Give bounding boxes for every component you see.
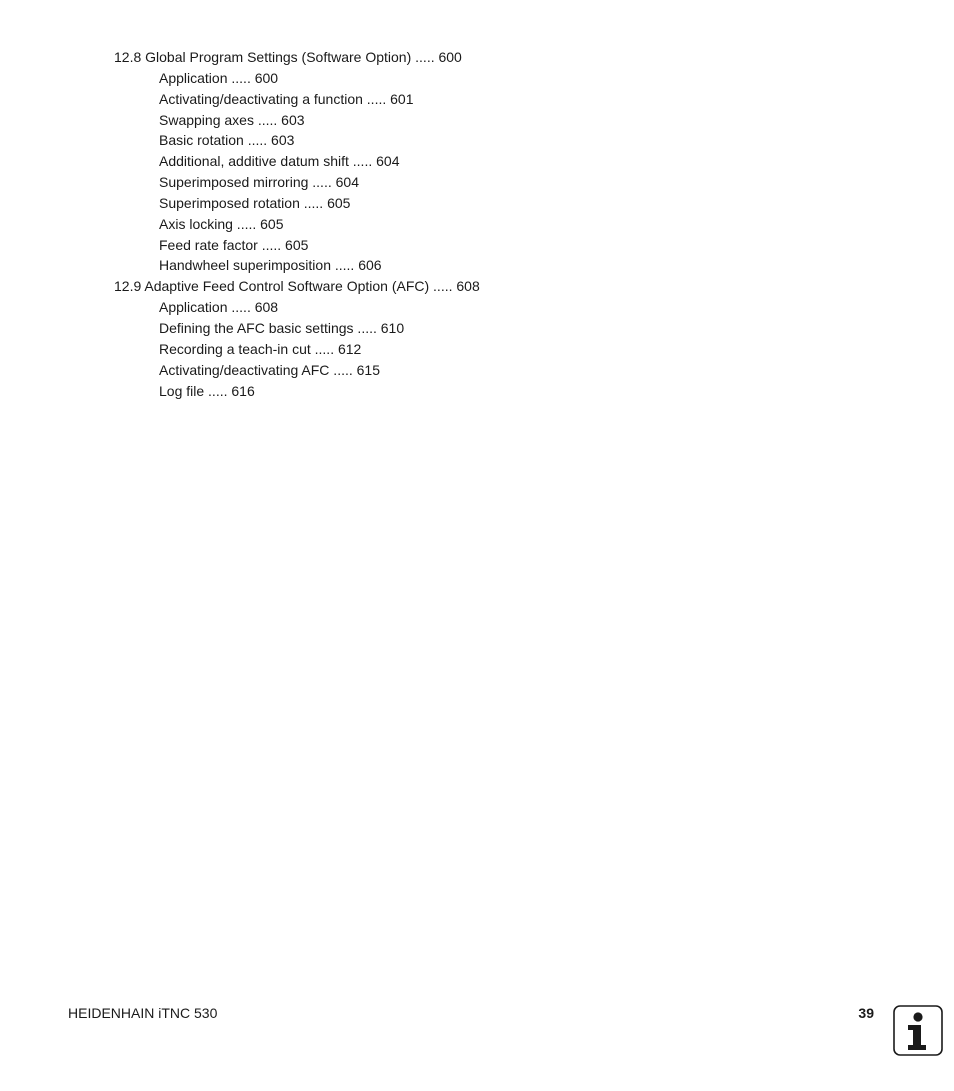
toc-entry-activating-afc[interactable]: Activating/deactivating AFC ..... 615 xyxy=(159,361,381,378)
toc-entry-superimposed-rotation[interactable]: Superimposed rotation ..... 605 xyxy=(159,194,351,211)
toc-entry-axis-locking[interactable]: Axis locking ..... 605 xyxy=(159,215,284,232)
toc-entry-afc-basic-settings[interactable]: Defining the AFC basic settings ..... 610 xyxy=(159,319,405,336)
toc-entry-superimposed-mirroring[interactable]: Superimposed mirroring ..... 604 xyxy=(159,174,359,191)
toc-entry-datum-shift[interactable]: Additional, additive datum shift ..... 604 xyxy=(159,153,400,170)
toc-entry-basic-rotation[interactable]: Basic rotation ..... 603 xyxy=(159,132,295,149)
toc-entry-application[interactable]: Application ..... 600 xyxy=(159,69,279,86)
page-number: 39 xyxy=(858,1005,874,1021)
footer-title: HEIDENHAIN iTNC 530 xyxy=(68,1005,218,1021)
toc-section-12-8[interactable]: 12.8 Global Program Settings (Software Option) ..... 600 xyxy=(114,49,462,65)
info-icon xyxy=(893,1005,943,1056)
toc-entry-swapping-axes[interactable]: Swapping axes ..... 603 xyxy=(159,111,305,128)
toc-section-12-9[interactable]: 12.9 Adaptive Feed Control Software Option (AFC) ..... 608 xyxy=(114,278,480,295)
table-of-contents xyxy=(0,47,954,401)
toc-entry-afc-application[interactable]: Application ..... 608 xyxy=(159,299,279,316)
toc-entry-feed-rate-factor[interactable]: Feed rate factor ..... 605 xyxy=(159,236,309,253)
toc-entry-teach-in-cut[interactable]: Recording a teach-in cut ..... 612 xyxy=(159,340,362,357)
toc-entry-log-file[interactable]: Log file ..... 616 xyxy=(159,382,255,399)
toc-entry-activating-function[interactable]: Activating/deactivating a function ..... 601 xyxy=(159,90,414,107)
toc-entry-handwheel-superimposition[interactable]: Handwheel superimposition ..... 606 xyxy=(159,257,382,274)
